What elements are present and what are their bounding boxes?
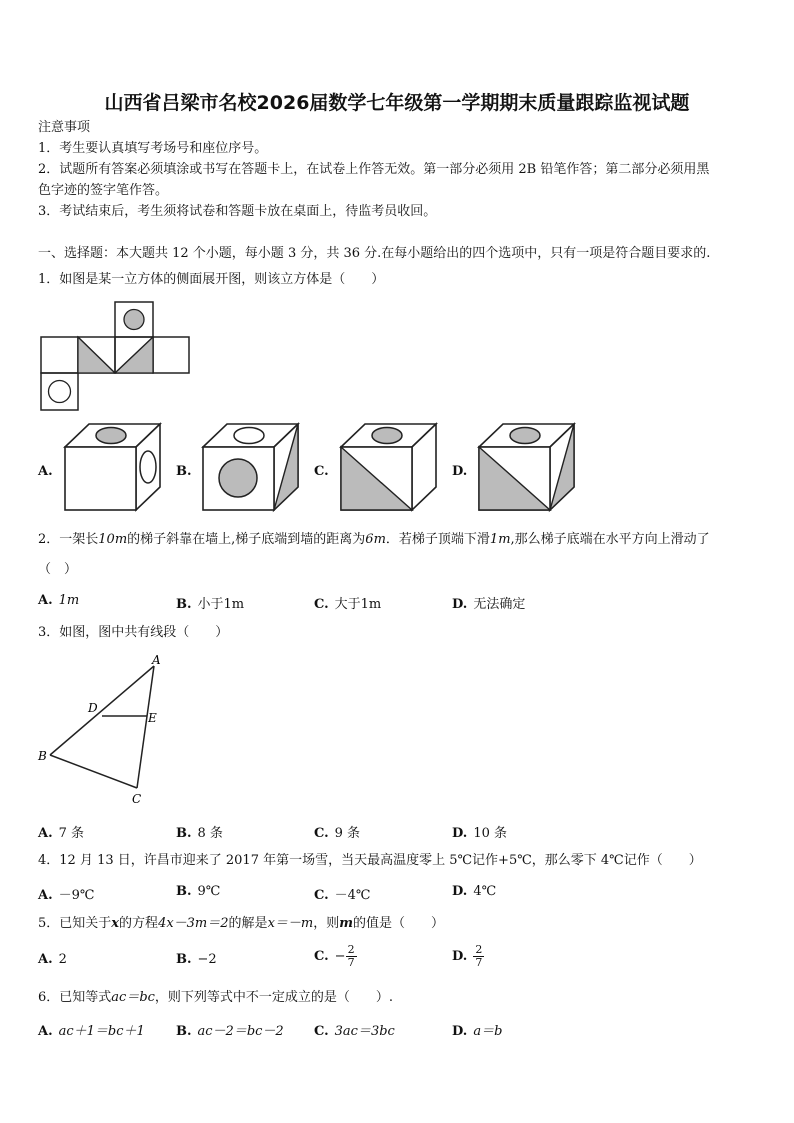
- notice-item: 2．试题所有答案必须填涂或书写在答题卡上，在试卷上作答无效。第一部分必须用 2B 铅笔作答；第二部分必须用黑: [38, 162, 710, 177]
- question-1-text: 1．如图是某一立方体的侧面展开图，则该立方体是（ ）: [38, 272, 385, 287]
- cube-option-d: [477, 422, 577, 512]
- point-label-e: E: [148, 711, 157, 725]
- cube-net-figure: [40, 302, 190, 412]
- option-a: A. 2: [38, 952, 67, 967]
- notice-heading: 注意事项: [38, 120, 91, 135]
- option-c: C. − $\frac{2}{7}$: [314, 943, 355, 969]
- fraction: $\frac{2}{7}$: [475, 943, 483, 969]
- option-label: A.: [38, 464, 53, 479]
- fraction: $\frac{2}{7}$: [347, 943, 355, 969]
- option-a: A. ac＋1＝bc＋1: [38, 1024, 145, 1039]
- question-5-text: 5．已知关于x的方程4x－3m＝2的解是x＝－m，则m的值是（ ）: [38, 916, 445, 931]
- notice-item: 3．考试结束后，考生须将试卷和答题卡放在桌面上，待监考员收回。: [38, 204, 437, 219]
- point-label-d: D: [88, 701, 98, 715]
- option-a: A. －9℃: [38, 888, 95, 903]
- option-b: B. ac－2＝bc－2: [176, 1024, 284, 1039]
- option-d: D. 10 条: [452, 826, 508, 841]
- option-c: C. 9 条: [314, 826, 361, 841]
- option-label: D.: [452, 464, 468, 479]
- option-d: D. 无法确定: [452, 597, 526, 612]
- option-label: B.: [176, 464, 192, 479]
- option-b: B. 9℃: [176, 884, 221, 899]
- option-b: B. 小于1m: [176, 597, 245, 612]
- cube-option-b: [201, 422, 301, 512]
- option-c: C. 3ac＝3bc: [314, 1024, 395, 1039]
- option-d: D. $\frac{2}{7}$: [452, 943, 483, 969]
- triangle-figure: [36, 654, 176, 809]
- option-a: A. 7 条: [38, 826, 85, 841]
- cube-option-a: [63, 422, 163, 512]
- point-label-c: C: [132, 792, 142, 806]
- point-label-a: A: [152, 653, 161, 667]
- question-2-paren: （ ）: [38, 562, 78, 577]
- option-c: C. －4℃: [314, 888, 371, 903]
- notice-item: 1．考生要认真填写考场号和座位序号。: [38, 141, 268, 156]
- option-a: A. 1m: [38, 593, 80, 608]
- cube-option-c: [339, 422, 439, 512]
- option-d: D. a＝b: [452, 1024, 503, 1039]
- option-c: C. 大于1m: [314, 597, 382, 612]
- question-6-text: 6．已知等式ac＝bc，则下列等式中不一定成立的是（ ）.: [38, 990, 394, 1005]
- option-b: B. 8 条: [176, 826, 223, 841]
- question-4-text: 4．12 月 13 日，许昌市迎来了 2017 年第一场雪，当天最高温度零上 5℃记作+5℃，那么零下 4℃记作（ ）: [38, 853, 702, 868]
- option-d: D. 4℃: [452, 884, 497, 899]
- question-3-text: 3．如图，图中共有线段（ ）: [38, 625, 229, 640]
- option-label: C.: [314, 464, 329, 479]
- section-heading: 一、选择题：本大题共 12 个小题，每小题 3 分，共 36 分.在每小题给出的四个选项中，只有一项是符合题目要求的.: [38, 246, 711, 261]
- notice-item: 色字迹的签字笔作答。: [38, 183, 169, 198]
- page-title: 山西省吕梁市名校2026届数学七年级第一学期期末质量跟踪监视试题: [104, 92, 690, 114]
- point-label-b: B: [38, 749, 47, 763]
- question-2-text: 2．一架长10m的梯子斜靠在墙上,梯子底端到墙的距离为6m．若梯子顶端下滑1m,那么梯子底端在水平方向上滑动了: [38, 532, 710, 547]
- option-b: B. −2: [176, 952, 217, 967]
